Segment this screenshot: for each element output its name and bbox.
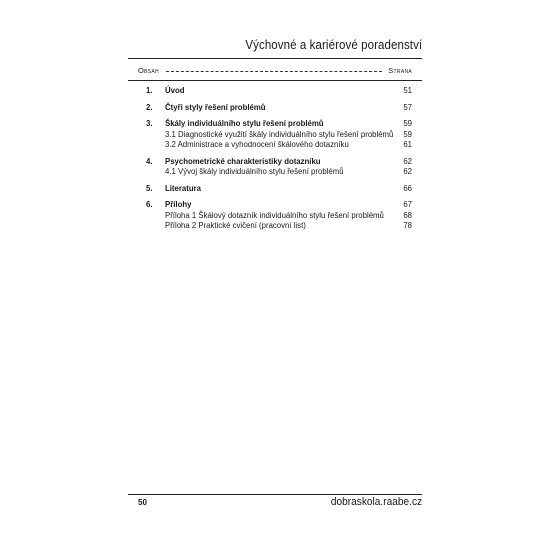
toc-header-rule [128, 80, 422, 81]
toc-subentry-row [128, 221, 422, 232]
toc-subentry-page: 62 [403, 167, 412, 176]
toc-entry [128, 200, 422, 232]
toc-subentry-title: Příloha 1 Škálový dotazník individuálního stylu řešení problémů [165, 210, 384, 220]
toc-entry-title: Psychometrické charakteristiky dotazníku [165, 156, 321, 166]
toc-entry-row [128, 157, 422, 168]
footer-rule [128, 494, 422, 495]
toc-entry-page: 57 [403, 102, 412, 112]
header-rule [128, 58, 422, 59]
toc-dash-leader [166, 71, 382, 72]
toc-entry-title: Přílohy [165, 200, 192, 209]
running-header-title: Výchovné a kariérové poradenství [245, 38, 422, 52]
toc-subentry-title: 4.1 Vývoj škály individuálního stylu řešení problémů [165, 167, 344, 176]
toc-subentry-title: 3.1 Diagnostické využití škály individuálního stylu řešení problémů [165, 129, 394, 139]
toc-entry [128, 157, 422, 178]
toc-entry-page: 67 [403, 200, 412, 209]
toc-entry-title: Úvod [165, 86, 185, 95]
toc-entry-row [128, 86, 422, 97]
toc-entry-page: 62 [403, 156, 412, 166]
toc-contents-label: Obsah [138, 66, 159, 75]
toc-subentry-row [128, 211, 422, 222]
toc-entry-page: 51 [403, 86, 412, 95]
toc-column-header [128, 66, 422, 78]
toc-entry [128, 119, 422, 151]
toc-entries [128, 86, 422, 238]
toc-entry-number: 1. [146, 86, 153, 95]
toc-subentry-page: 68 [403, 210, 412, 220]
toc-entry-row [128, 184, 422, 195]
footer-page-number: 50 [138, 498, 147, 507]
toc-entry-title: Čtyři styly řešení problémů [165, 102, 266, 112]
toc-entry-row [128, 119, 422, 130]
toc-entry-number: 4. [146, 156, 153, 166]
toc-subentry-row [128, 130, 422, 141]
toc-entry-row [128, 103, 422, 114]
toc-entry-row [128, 200, 422, 211]
toc-subentry-row [128, 140, 422, 151]
toc-entry-title: Škály individuálního stylu řešení problémů [165, 119, 324, 128]
toc-subentry-title: Příloha 2 Praktické cvičení (pracovní list) [165, 221, 306, 230]
toc-entry-page: 59 [403, 119, 412, 128]
toc-subentry-page: 61 [403, 140, 412, 149]
toc-page-label: Strana [388, 66, 412, 75]
toc-entry-number: 2. [146, 102, 153, 112]
toc-subentry-title: 3.2 Administrace a vyhodnocení škálového dotazníku [165, 140, 349, 149]
toc-entry [128, 103, 422, 114]
toc-entry-number: 5. [146, 183, 153, 193]
toc-entry-number: 6. [146, 200, 153, 209]
toc-subentry-row [128, 167, 422, 178]
toc-subentry-page: 78 [403, 221, 412, 230]
toc-entry [128, 184, 422, 195]
footer-url: dobraskola.raabe.cz [330, 496, 422, 508]
toc-entry-number: 3. [146, 119, 153, 128]
toc-entry-title: Literatura [165, 183, 201, 193]
toc-entry-page: 66 [403, 183, 412, 193]
toc-entry [128, 86, 422, 97]
toc-subentry-page: 59 [403, 129, 412, 139]
